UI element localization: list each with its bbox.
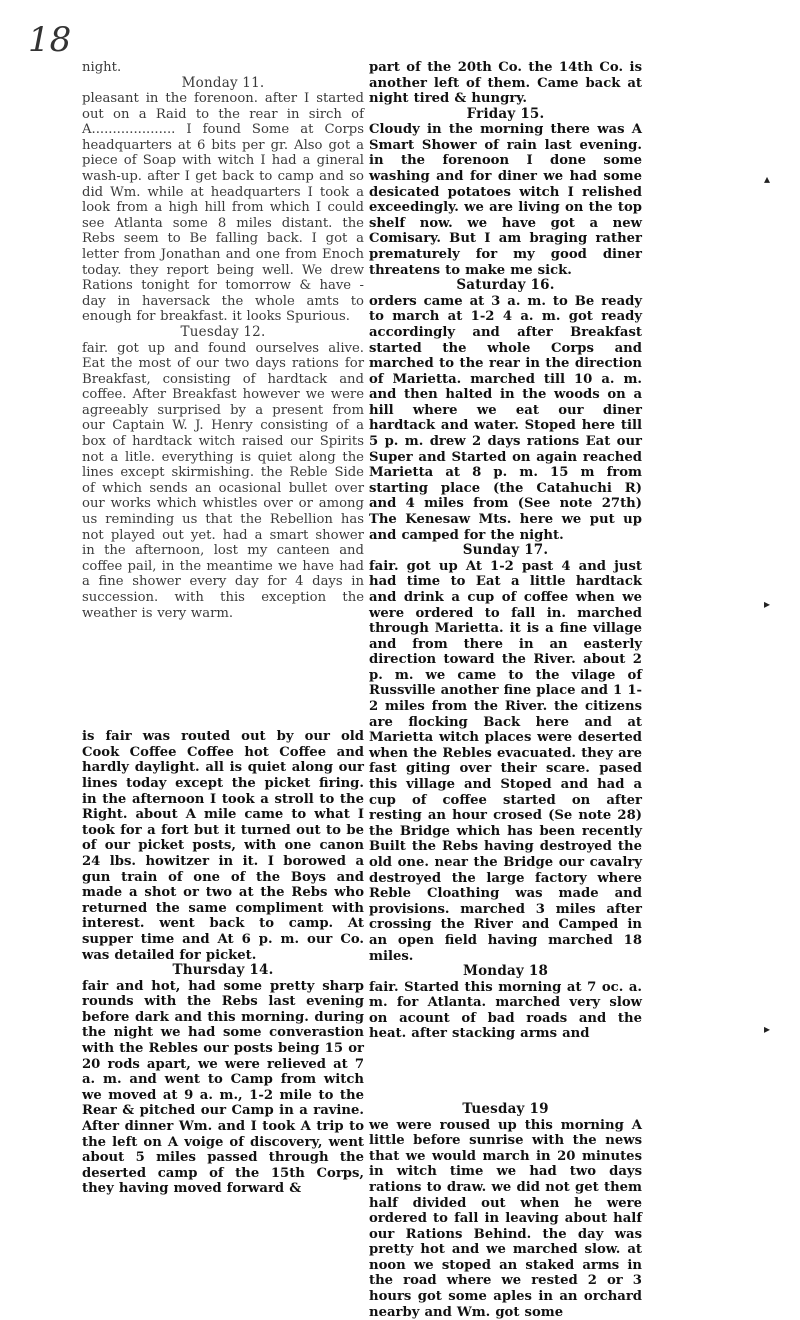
- entry-text: fair. got up At 1-2 past 4 and just had time to Eat a little hardtack and drink a cup of coffee when we were ordered to fall in. marched through Marietta. it is a fine village and from there in an easterly direction toward the River. about 2 p. m. we came to the vilage of Russville another fine place and 1 1-2 miles from the River. the citizens are flocking Back here and at Marietta witch places were deserted when the Rebles evacuated. they are fast giting over their scare. pased this village and Stoped and had a cup of coffee started on after resting an hour crosed (Se note 28) the Bridge which has been recently Built the Rebs having destroyed the old one. near the Bridge our cavalry destroyed the large factory where Reble Cloathing was made and provisions. marched 3 miles after crossing the River and Camped in an open field having marched 18 miles.: [369, 558, 642, 964]
- diary-entry: [369, 543, 642, 964]
- diary-entry: [82, 729, 364, 963]
- entry-text: night.: [82, 60, 122, 75]
- diary-entry: [369, 964, 642, 1042]
- margin-speck: ▸: [763, 1022, 770, 1036]
- entry-heading: Tuesday 19: [462, 1101, 549, 1118]
- left-column: [82, 60, 364, 1197]
- entry-heading: Thursday 14.: [172, 962, 274, 979]
- entry-text: pleasant in the forenoon. after I started out on a Raid to the rear in sirch of A.................... I found Some at Corps headquarters at 6 bits per gr. Also got a piece of Soap with witch I had a gineral wash-up. after I get back to camp and so did Wm. while at headquarters I took a look from a high hill from which I could see Atlanta some 8 miles distant. the Rebs seem to Be falling back. I got a letter from Jonathan and one from Enoch today. they report being well. We drew Rations tonight for tomorrow & have - day in haversack the whole amts to enough for breakfast. it looks Spurious.: [82, 91, 364, 325]
- diary-entry: [369, 278, 642, 543]
- blank-space: [369, 1042, 642, 1102]
- page-number: 18: [28, 20, 72, 60]
- diary-entry: [369, 107, 642, 278]
- entry-heading: Monday 11.: [181, 74, 265, 91]
- entry-text: is fair was routed out by our old Cook Coffee Coffee hot Coffee and hardly daylight. all is quiet along our lines today except the picket firing. in the afternoon I took a stroll to the Right. about A mile came to what I took for a fort but it turned out to be of our picket posts, with one canon 24 lbs. howitzer in it. I borowed a gun train of one of the Boys and made a shot or two at the Rebs who returned the same compliment with interest. went back to camp. At supper time and At 6 p. m. our Co. was detailed for picket.: [82, 729, 364, 963]
- entry-text: fair. got up and found ourselves alive. Eat the most of our two days rations for Breakfast, consisting of hardtack and coffee. After Breakfast however we were agreeably surprised by a present from our Captain W. J. Henry consisting of a box of hardtack witch raised our Spirits not a litle. everything is quiet along the lines except skirmishing. the Reble Side of which sends an ocasional bullet over our works which whistles over or among us reminding us that the Rebellion has not played out yet. had a smart shower in the afternoon, lost my canteen and coffee pail, in the meantime we have had a fine shower every day for 4 days in succession. with this exception the weather is very warm.: [82, 340, 364, 621]
- diary-entry: [82, 963, 364, 1197]
- entry-heading: Sunday 17.: [462, 542, 549, 559]
- entry-text: fair. Started this morning at 7 oc. a. m. for Atlanta. marched very slow on acount of bad roads and the heat. after stacking arms and: [369, 979, 642, 1042]
- entry-text: fair and hot, had some pretty sharp rounds with the Rebs last evening before dark and this morning. during the night we had some converastion with the Rebles our posts being 15 or 20 rods apart, we were relieved at 7 a. m. and went to Camp from witch we moved at 9 a. m., 1-2 mile to the Rear & pitched our Camp in a ravine. After dinner Wm. and I took A trip to the left on A voige of discovery, went about 5 miles passed through the deserted camp of the 15th Corps, they having moved forward &: [82, 978, 364, 1197]
- entry-text: part of the 20th Co. the 14th Co. is another left of them. Came back at night tired & hungry.: [369, 60, 642, 107]
- entry-heading: Saturday 16.: [456, 277, 555, 294]
- diary-entry: [82, 76, 364, 325]
- margin-speck: ▴: [763, 172, 770, 186]
- entry-text: we were roused up this morning A little before sunrise with the news that we would march in 20 minutes in witch time we had two days rations to draw. we did not get them half divided out when he were ordered to fall in leaving about half our Rations Behind. the day was pretty hot and we marched slow. at noon we stoped an staked arms in the road where we rested 2 or 3 hours got some aples in an orchard nearby and Wm. got some: [369, 1117, 642, 1320]
- entry-heading: Monday 18: [462, 963, 549, 980]
- blank-space: [82, 621, 364, 729]
- diary-entry: [369, 1102, 642, 1320]
- entry-heading: Tuesday 12.: [180, 324, 266, 340]
- entry-text: Cloudy in the morning there was A Smart Shower of rain last evening. in the forenoon I done some washing and for diner we had some desicated potatoes witch I relished exceedingly. we are living on the top shelf now. we have got a new Comisary. But I am braging rather prematurely for my good diner threatens to make me sick.: [369, 122, 642, 278]
- diary-entry: [82, 60, 364, 76]
- diary-entry: [369, 60, 642, 107]
- entry-heading: Friday 15.: [466, 105, 545, 122]
- diary-entry: [82, 325, 364, 621]
- right-column: [369, 60, 642, 1320]
- margin-speck: ▸: [763, 597, 770, 611]
- entry-text: orders came at 3 a. m. to Be ready to march at 1-2 4 a. m. got ready accordingly and after Breakfast started the whole Corps and marched to the rear in the direction of Marietta. marched till 10 a. m. and then halted in the woods on a hill where we eat our diner hardtack and water. Stoped here till 5 p. m. drew 2 days rations Eat our Super and Started on again reached Marietta at 8 p. m. 15 m from starting place (the Catahuchi R) and 4 miles from (See note 27th) The Kenesaw Mts. here we put up and camped for the night.: [369, 293, 642, 543]
